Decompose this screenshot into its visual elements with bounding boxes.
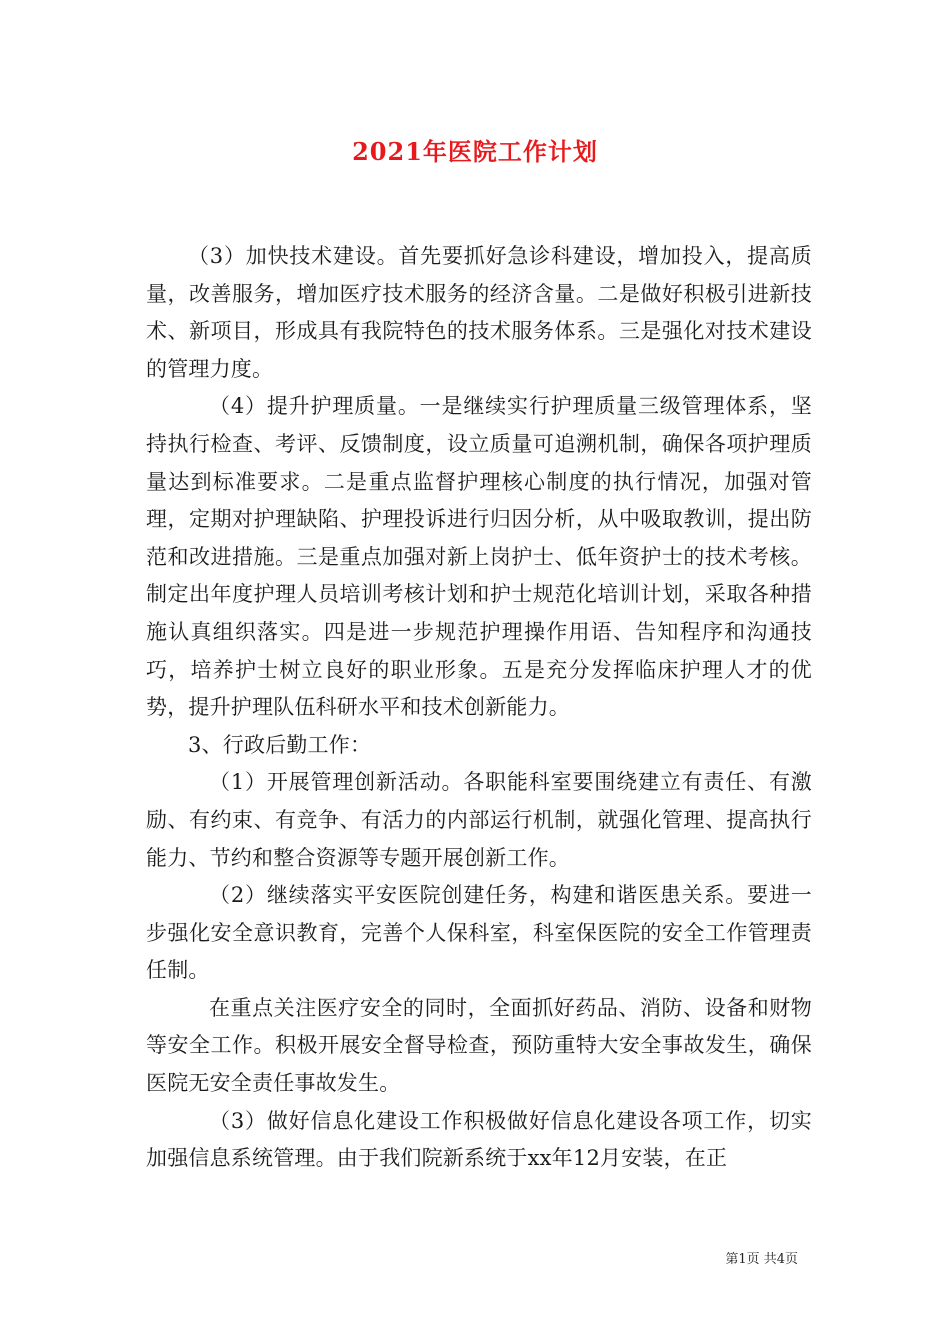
paragraph-tech-construction: （3）加快技术建设。首先要抓好急诊科建设，增加投入，提高质量，改善服务，增加医疗技术服务的经济含量。二是做好积极引进新技术、新项目，形成具有我院特色的技术服务体系。三是强化对技术建设的管理力度。 bbox=[146, 244, 812, 381]
paragraph-nursing-quality: （4）提升护理质量。一是继续实行护理质量三级管理体系，坚持执行检查、考评、反馈制度，设立质量可追溯机制，确保各项护理质量达到标准要求。二是重点监督护理核心制度的执行情况，加强对管理，定期对护理缺陷、护理投诉进行归因分析，从中吸取教训，提出防范和改进措施。三是重点加强对新上岗护士、低年资护士的技术考核。制定出年度护理人员培训考核计划和护士规范化培训计划，采取各种措施认真组织落实。四是进一步规范护理操作用语、告知程序和沟通技巧，培养护士树立良好的职业形象。五是充分发挥临床护理人才的优势，提升护理队伍科研水平和技术创新能力。 bbox=[146, 394, 812, 720]
paragraph-management-innovation: （1）开展管理创新活动。各职能科室要围绕建立有责任、有激励、有约束、有竞争、有活力的内部运行机制，就强化管理、提高执行能力、节约和整合资源等专题开展创新工作。 bbox=[146, 770, 812, 870]
paragraph-informatization: （3）做好信息化建设工作积极做好信息化建设各项工作，切实加强信息系统管理。由于我们院新系统于xx年12月安装，在正 bbox=[146, 1108, 812, 1171]
document-title: 2021年医院工作计划 bbox=[352, 137, 598, 166]
paragraph-safety-work: 在重点关注医疗安全的同时，全面抓好药品、消防、设备和财物等安全工作。积极开展安全督导检查，预防重特大安全事故发生，确保医院无安全责任事故发生。 bbox=[146, 995, 812, 1096]
section-heading-admin-logistics: 3、行政后勤工作： bbox=[188, 732, 372, 757]
paragraph-safe-hospital: （2）继续落实平安医院创建任务，构建和谐医患关系。要进一步强化安全意识教育，完善个人保科室，科室保医院的安全工作管理责任制。 bbox=[146, 883, 812, 983]
document-body bbox=[146, 238, 812, 1178]
page-number-footer: 第1页 共4页 bbox=[725, 1252, 798, 1267]
